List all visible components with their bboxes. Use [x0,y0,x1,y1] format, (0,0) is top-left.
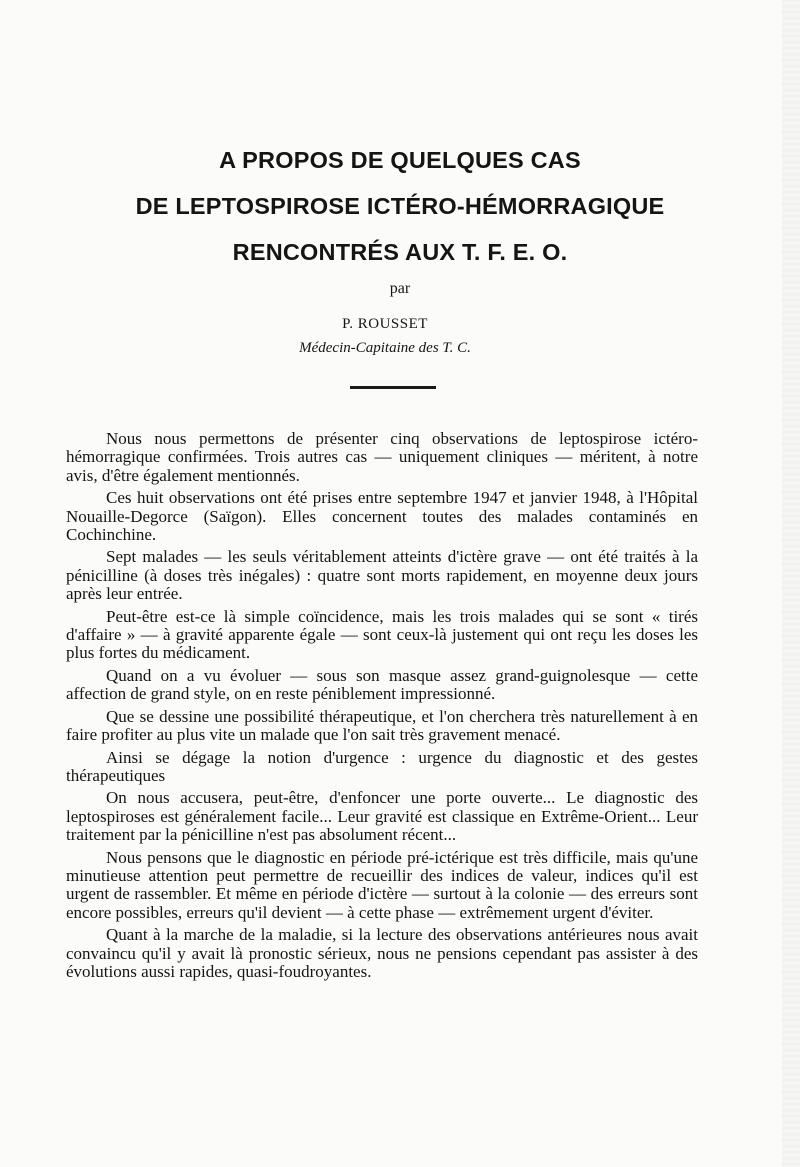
paragraph: Sept malades — les seuls véritablement atteints d'ictère grave — ont été traités à la pénicilline (à doses très inégales) : quatre sont morts rapidement, en moyenne deux jours après leur entrée. [66,547,698,604]
paragraph: Ces huit observations ont été prises entre septembre 1947 et janvier 1948, à l'Hôpital Nouaille-Degorce (Saïgon). Elles concernent toutes des malades contaminés en Cochinchine. [66,488,698,545]
title-block [60,140,740,266]
paragraph: Nous nous permettons de présenter cinq observations de leptospirose ictéro-hémorragique confirmées. Trois autres cas — uniquement cliniques — méritent, à notre avis, d'être également mentionnés. [66,429,698,485]
paragraph: Nous pensons que le diagnostic en période pré-ictérique est très difficile, mais qu'une minutieuse attention peut permettre de recueillir des indices de valeur, indices qu'il est urgent de rassembler. Et même en période d'ictère — surtout à la colonie — des erreurs sont encore possibles, erreurs qu'il devient — à cette phase — extrêmement urgent d'éviter. [66,847,698,922]
title-line-2: DE LEPTOSPIROSE ICTÉRO-HÉMORRAGIQUE [135,193,665,219]
paper-edge [782,0,800,1167]
paragraph: Quand on a vu évoluer — sous son masque assez grand-guignolesque — cette affection de grand style, on en reste péniblement impressionné. [66,665,698,704]
paragraph: Peut-être est-ce là simple coïncidence, mais les trois malades qui se sont « tirés d'affaire » — à gravité apparente égale — sont ceux-là justement qui ont reçu les doses les plus fortes du médicament. [66,606,698,663]
author-name: P. ROUSSET [342,316,428,332]
title-divider [350,386,436,389]
paragraph: On nous accusera, peut-être, d'enfoncer une porte ouverte... Le diagnostic des leptospiroses est généralement facile... Leur gravité est classique en Extrême-Orient... Leur traitement par la pénicilline n'est pas absolument récent... [66,788,698,845]
body-text [66,430,698,981]
paragraph: Ainsi se dégage la notion d'urgence : urgence du diagnostic et des gestes thérapeutiques [66,747,698,785]
title-line-3: RENCONTRÉS AUX T. F. E. O. [232,239,568,265]
byline-par: par [389,280,411,297]
paragraph: Que se dessine une possibilité thérapeutique, et l'on cherchera très naturellement à en faire profiter au plus vite un malade que l'on sait très gravement menacé. [66,706,698,745]
paragraph: Quant à la marche de la maladie, si la lecture des observations antérieures nous avait convaincu qu'il y avait là pronostic sérieux, nous ne pensions cependant pas assister à des évolutions aussi rapides, quasi-foudroyantes. [66,925,698,981]
title-line-1: A PROPOS DE QUELQUES CAS [219,147,581,173]
author-role: Médecin-Capitaine des T. C. [299,340,471,356]
